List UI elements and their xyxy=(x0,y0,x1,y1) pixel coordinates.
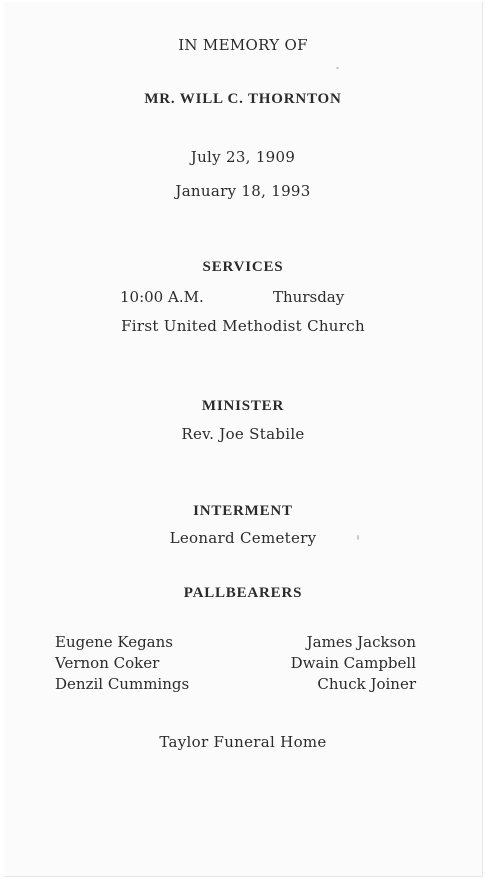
pallbearer-name: Denzil Cummings xyxy=(55,675,190,693)
paper-speck xyxy=(336,67,339,69)
services-heading: SERVICES xyxy=(202,259,284,275)
service-time: 10:00 A.M. xyxy=(120,288,204,306)
pallbearers-right-column xyxy=(291,632,416,695)
interment-place: Leonard Cemetery xyxy=(169,529,317,547)
deceased-name: MR. WILL C. THORNTON xyxy=(144,91,342,107)
birth-date: July 23, 1909 xyxy=(190,148,296,166)
interment-heading: INTERMENT xyxy=(193,503,293,519)
service-location: First United Methodist Church xyxy=(121,317,365,335)
service-day: Thursday xyxy=(273,288,345,306)
minister-name: Rev. Joe Stabile xyxy=(181,425,305,443)
death-date: January 18, 1993 xyxy=(175,182,311,200)
funeral-home: Taylor Funeral Home xyxy=(159,733,327,751)
pallbearers-heading: PALLBEARERS xyxy=(183,585,303,601)
pallbearer-name: Eugene Kegans xyxy=(55,633,173,651)
pallbearers-left-column xyxy=(55,632,189,695)
pallbearer-name: James Jackson xyxy=(306,633,416,651)
pallbearer-name: Dwain Campbell xyxy=(290,654,416,672)
pallbearer-name: Vernon Coker xyxy=(55,654,160,672)
minister-heading: MINISTER xyxy=(201,398,285,414)
pallbearer-name: Chuck Joiner xyxy=(317,675,416,693)
memorial-heading: IN MEMORY OF xyxy=(178,36,308,54)
